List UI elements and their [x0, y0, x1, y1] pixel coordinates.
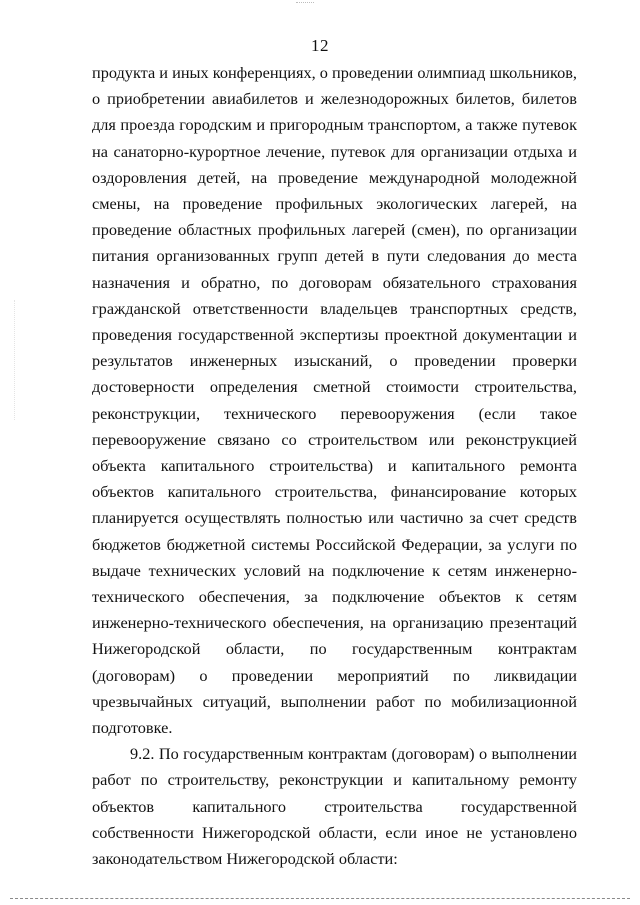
paragraph-9-2: 9.2. По государственным контрактам (договорам) о выполнении работ по строительству, реконструкции и капитальному ремонту объектов капитального строительства государственной собственности Нижегородской области, если иное не установлено законодательством Нижегородской области:: [92, 744, 577, 869]
scan-mark-top: [296, 2, 314, 3]
document-body: [92, 60, 577, 872]
page-number: 12: [311, 36, 329, 55]
scan-mark-bottom: [10, 898, 630, 899]
paragraph-continuation: продукта и иных конференциях, о проведении олимпиад школьников, о приобретении авиабилетов и железнодорожных билетов, билетов для проезда городским и пригородным транспортом, а также путевок на санаторно-курортное лечение, путевок для организации отдыха и оздоровления детей, на проведение международной молодежной смены, на проведение профильных экологических лагерей, на проведение областных профильных лагерей (смен), по организации питания организованных групп детей в пути следования до места назначения и обратно, по договорам обязательного страхования гражданской ответственности владельцев транспортных средств, проведения государственной экспертизы проектной документации и результатов инженерных изысканий, о проведении проверки достоверности определения сметной стоимости строительства, реконструкции, технического перевооружения (если такое перевооружение связано со строительством или реконструкцией объекта капитального строительства) и капитального ремонта объектов капитального строительства, финансирование которых планируется осуществлять полностью или частично за счет средств бюджетов бюджетной системы Российской Федерации, за услуги по выдаче технических условий на подключение к сетям инженерно-технического обеспечения, за подключение объектов к сетям инженерно-технического обеспечения, на организацию презентаций Нижегородской области, по государственным контрактам (договорам) о проведении мероприятий по ликвидации чрезвычайных ситуаций, выполнении работ по мобилизационной подготовке.: [92, 63, 577, 738]
scan-mark-left: [14, 300, 15, 420]
